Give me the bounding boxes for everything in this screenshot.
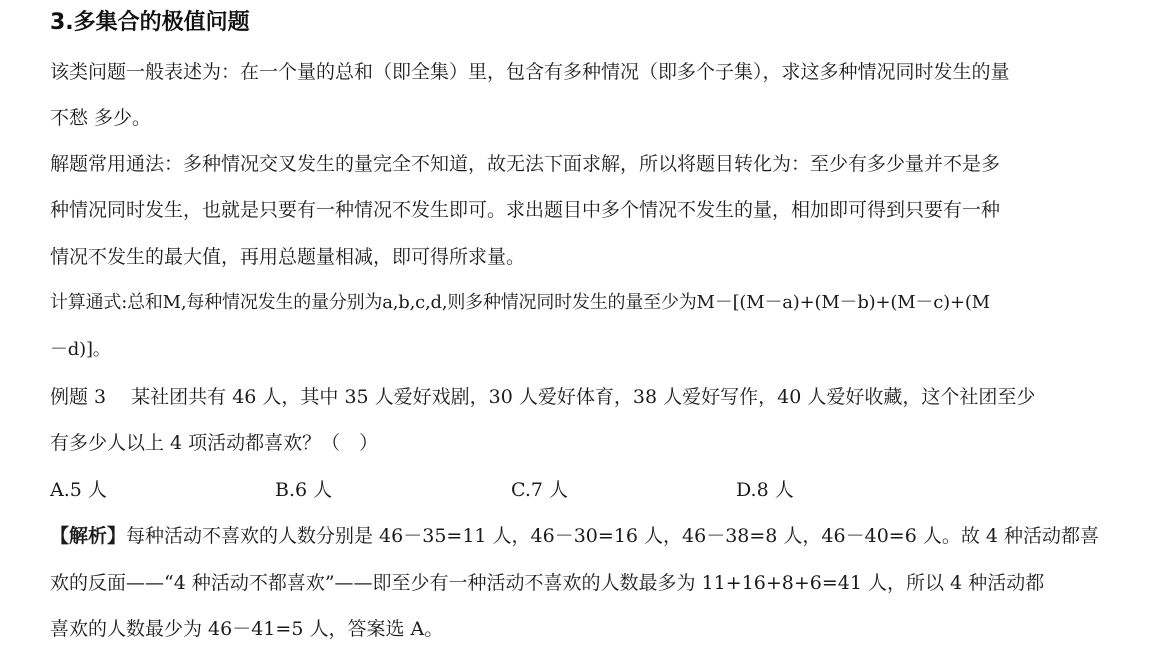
paragraph-line: 解题常用通法：多种情况交叉发生的量完全不知道，故无法下面求解，所以将题目转化为：至少有多少量并不是多	[50, 153, 1001, 175]
analysis-line: 喜欢的人数最少为 46－41=5 人，答案选 A。	[50, 618, 444, 640]
analysis-line: 欢的反面——“4 种活动不都喜欢”——即至少有一种活动不喜欢的人数最多为 11+16+8+6=41 人，所以 4 种活动都	[50, 572, 1045, 594]
paragraph-line: 该类问题一般表述为：在一个量的总和（即全集）里，包含有多种情况（即多个子集），求这多种情况同时发生的量	[50, 61, 1010, 83]
example-question-line: 例题 3 某社团共有 46 人，其中 35 人爱好戏剧，30 人爱好体育，38 人爱好写作，40 人爱好收藏，这个社团至少	[50, 386, 1036, 408]
example-question-line: 有多少人以上 4 项活动都喜欢？（ ）	[50, 432, 379, 454]
analysis-text: 每种活动不喜欢的人数分别是 46－35=11 人，46－30=16 人，46－38=8 人，46－40=6 人。故 4 种活动都喜	[126, 525, 1100, 547]
option-a: A.5 人	[50, 479, 107, 501]
analysis-line	[50, 523, 1099, 549]
paragraph-line: 不愁 多少。	[50, 107, 152, 129]
option-c: C.7 人	[511, 479, 569, 501]
paragraph-line: 情况不发生的最大值，再用总题量相减，即可得所求量。	[50, 246, 526, 268]
paragraph-line: 种情况同时发生，也就是只要有一种情况不发生即可。求出题目中多个情况不发生的量，相加即可得到只要有一种	[50, 199, 1001, 221]
option-d: D.8 人	[736, 479, 794, 501]
section-title: 3.多集合的极值问题	[50, 10, 250, 35]
analysis-tag: 【解析】	[50, 525, 127, 547]
formula-line: 计算通式:总和M,每种情况发生的量分别为a,b,c,d,则多种情况同时发生的量至少为M－[(M－a)+(M－b)+(M－c)+(M	[50, 292, 990, 313]
formula-line: －d)]。	[50, 339, 111, 360]
option-b: B.6 人	[275, 479, 333, 501]
